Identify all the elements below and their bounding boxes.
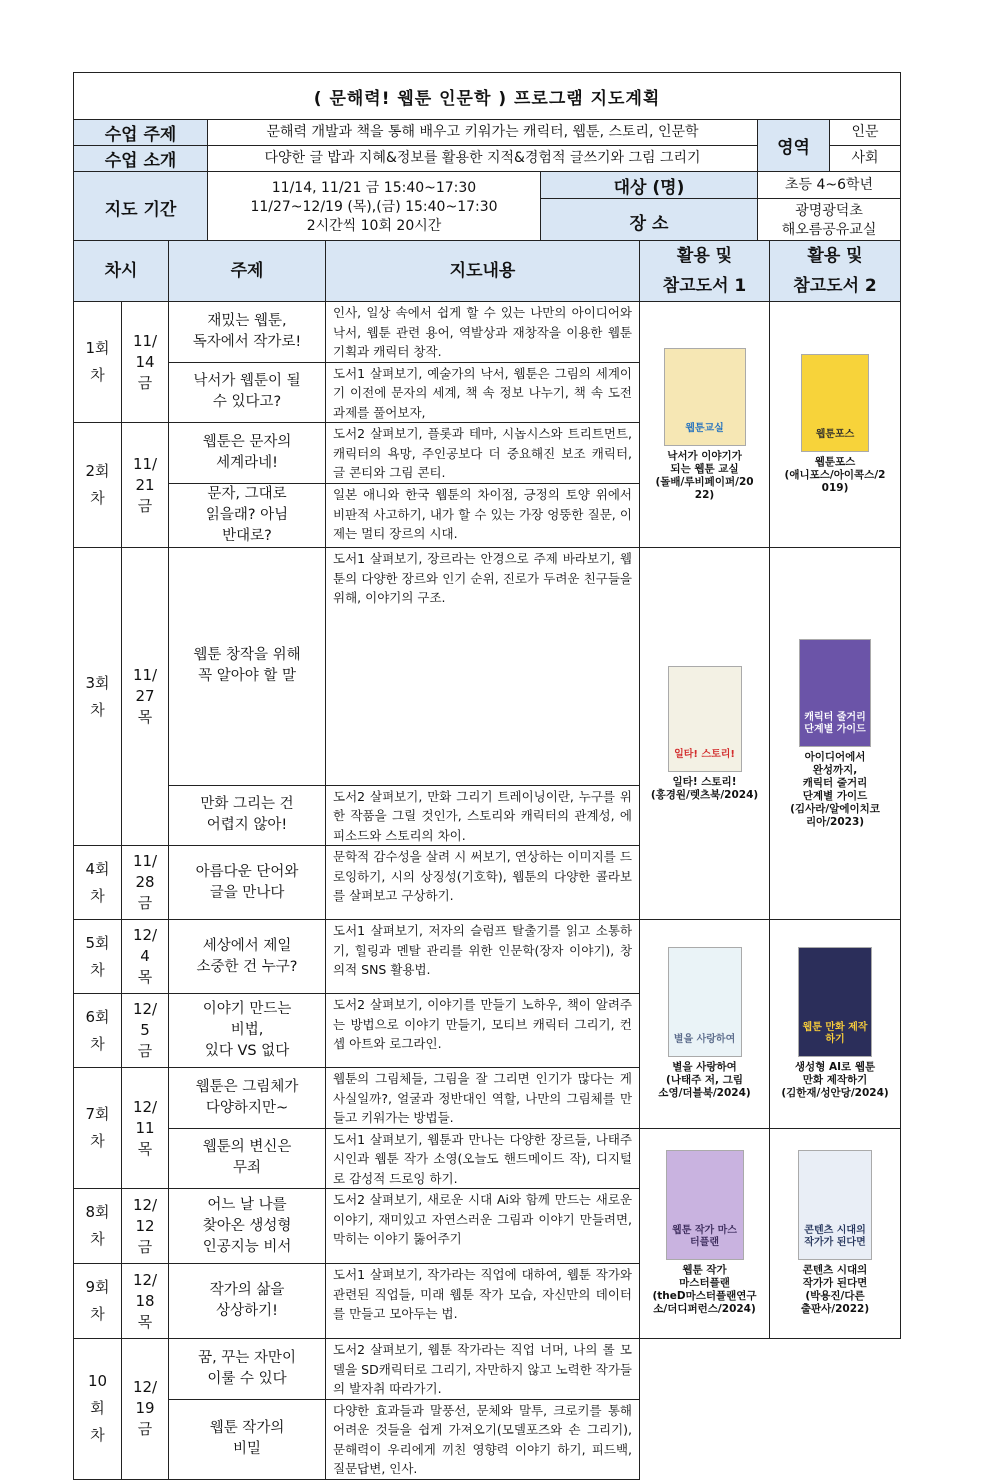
col-header-book1 <box>640 241 770 302</box>
session-topic-line: 문자, 그대로 <box>207 486 287 502</box>
session-topic <box>169 846 326 920</box>
session-topic <box>169 1128 326 1189</box>
book-cover-title: 캐릭터 줄거리 단계별 가이드 <box>804 711 866 735</box>
session-date <box>122 846 169 920</box>
period-line-3: 2시간씩 10회 20시간 <box>306 218 442 234</box>
session-row <box>74 302 901 363</box>
book-caption-line: 만화 제작하기 <box>802 1074 868 1087</box>
session-topic-line: 꼭 알아야 할 말 <box>198 668 296 685</box>
period-line-2: 11/27~12/19 (목),(금) 15:40~17:30 <box>250 199 498 215</box>
col-header-content: 지도내용 <box>326 241 640 302</box>
session-number-line: 차 <box>90 1305 105 1323</box>
session-number-line: 차 <box>90 489 105 507</box>
session-content: 도서1 살펴보기, 저자의 슬럼프 탈출기를 읽고 소통하기, 힐링과 멘탈 관리를 위한 인문학(장자 이야기), 창의적 SNS 활용법. <box>326 920 640 994</box>
session-content: 도서1 살펴보기, 작가라는 직업에 대하여, 웹툰 작가와 관련된 직업들, 미래 웹툰 작가 모습, 자신만의 데이터를 만들고 모아두는 법. <box>326 1264 640 1339</box>
session-topic-line: 글을 만나다 <box>209 884 285 901</box>
session-date <box>122 994 169 1068</box>
session-topic <box>169 1264 326 1339</box>
session-topic <box>169 423 326 484</box>
session-date-line: 11/ <box>132 666 158 684</box>
col-header-book2 <box>770 241 901 302</box>
session-number-line: 차 <box>90 886 105 905</box>
session-number-line: 차 <box>90 1230 105 1248</box>
book-2-cell <box>770 920 901 1129</box>
session-number <box>74 1068 122 1189</box>
session-number-line: 3회 <box>85 673 110 692</box>
program-info-table <box>73 72 901 244</box>
book-1-cell <box>640 1128 770 1339</box>
session-number-line: 차 <box>90 366 105 384</box>
session-topic <box>169 484 326 548</box>
session-topic-line: 낙서가 웹툰이 될 <box>193 373 301 390</box>
subject-value: 문해력 개발과 책을 통해 배우고 키워가는 캐릭터, 웹툰, 스토리, 인문학 <box>208 120 758 146</box>
session-date-line: 21 <box>135 475 155 494</box>
session-date-line: 4 <box>140 947 150 965</box>
book-cover-title: 콘텐츠 시대의 작가가 된다면 <box>804 1225 866 1249</box>
session-number-line: 차 <box>90 700 105 719</box>
session-topic-line: 비법, <box>230 1022 264 1038</box>
session-topic <box>169 785 326 846</box>
book-2-cell <box>770 1128 901 1339</box>
book-caption-line: 별을 사랑하여 <box>672 1061 737 1074</box>
session-topic-line: 찾아온 생성형 <box>202 1217 292 1234</box>
session-number-line: 1회 <box>85 339 110 357</box>
book-caption-line: (애니포스/아이콕스/2 <box>784 469 886 481</box>
session-number <box>74 302 122 423</box>
session-date-line: 목 <box>137 1139 153 1158</box>
period-label: 지도 기간 <box>74 172 208 244</box>
place-label: 장 소 <box>541 199 758 244</box>
book-caption-line: 단계별 가이드 <box>802 789 868 802</box>
book-caption-line: 소영/더블북/2024) <box>658 1087 751 1100</box>
session-topic-line: 소중한 건 누구? <box>196 958 298 975</box>
book-1-cell <box>640 548 770 920</box>
session-number <box>74 846 122 920</box>
book-2-cell <box>770 302 901 548</box>
session-topic-line: 어렵지 않아! <box>206 817 288 834</box>
session-topic-line: 이룰 수 있다 <box>207 1370 287 1387</box>
session-number-line: 4회 <box>85 859 110 878</box>
session-number <box>74 920 122 994</box>
session-number-line: 8회 <box>85 1203 110 1221</box>
domain-value-1: 인문 <box>830 120 901 146</box>
book-cover-image <box>798 1150 872 1260</box>
session-topic-line: 웹툰은 그림체가 <box>195 1078 299 1095</box>
session-date-line: 목 <box>137 968 153 986</box>
session-content: 다양한 효과들과 말풍선, 문체와 말투, 크로키를 통해 어려운 것들을 쉽게 가져오기(모델포즈와 손 그리기), 문해력이 우리에게 끼친 영향력 이야기 하기, 피드백, 질문답변, 인사. <box>326 1399 640 1479</box>
col-header-session: 차시 <box>74 241 169 302</box>
session-number-line: 차 <box>90 1132 105 1150</box>
book-caption-line: 콘텐츠 시대의 <box>802 1264 868 1277</box>
target-value: 초등 4~6학년 <box>758 172 901 199</box>
session-date-line: 금 <box>137 496 153 515</box>
book-cover-image <box>799 639 871 747</box>
session-number-line: 회 <box>90 1399 105 1418</box>
session-date <box>122 423 169 548</box>
page-title: ( 문해력! 웹툰 인문학 ) 프로그램 지도계획 <box>74 73 901 120</box>
book-1-cell <box>640 920 770 1129</box>
session-content: 도서1 살펴보기, 예술가의 낙서, 웹툰은 그림의 세계이기 이전에 문자의 세계, 책 속 정보 나누기, 책 속 도전 과제를 풀어보자, <box>326 362 640 423</box>
book-cover-image <box>664 348 746 446</box>
session-topic-line: 웹툰 작가의 <box>209 1420 285 1436</box>
book-caption-line: (돌배/루비페이퍼/20 <box>655 475 754 488</box>
session-topic <box>169 1068 326 1129</box>
book-caption <box>643 1061 766 1100</box>
book-cover-image <box>668 947 742 1057</box>
book-caption-line: 웹툰포스 <box>814 456 856 468</box>
book-caption <box>773 751 897 829</box>
session-content: 도서1 살펴보기, 웹툰과 만나는 다양한 장르들, 나태주 시인과 웹툰 작가 소영(오늘도 핸드메이드 작), 디지털로 감성적 드로잉 하기. <box>326 1128 640 1189</box>
book-caption-line: 캐릭터 줄거리 <box>802 776 868 789</box>
session-topic-line: 다양하지만~ <box>205 1099 289 1116</box>
session-topic-line: 웹툰은 문자의 <box>202 434 292 450</box>
book-cover-title: 웹툰 만화 제작하기 <box>802 1022 868 1046</box>
session-topic-line: 작가의 삶을 <box>209 1282 285 1298</box>
col-header-book2-line2: 참고도서 2 <box>793 276 877 296</box>
book-2-cell <box>770 548 901 920</box>
session-topic-line: 만화 그리는 건 <box>200 796 294 813</box>
place-line-2: 해오름공유교실 <box>781 222 877 238</box>
session-topic-line: 반대로? <box>222 528 272 544</box>
session-date-line: 금 <box>137 373 153 392</box>
book-cover-title: 별을 사랑하여 <box>673 1034 736 1046</box>
session-content: 문학적 감수성을 살려 시 써보기, 연상하는 이미지를 드로잉하기, 시의 상징성(기호학), 웹툰의 다양한 콜라보를 살펴보고 구상하기. <box>326 846 640 920</box>
book-caption-line: 작가가 된다면 <box>802 1277 868 1290</box>
schedule-body <box>74 302 901 1480</box>
session-content: 도서2 살펴보기, 만화 그리기 트레이닝이란, 누구를 위한 작품을 그릴 것인가, 스토리와 캐릭터의 관계성, 에피소드와 스토리의 차이. <box>326 785 640 846</box>
session-topic-line: 웹툰의 변신은 <box>202 1139 292 1156</box>
session-row <box>74 548 901 786</box>
book-caption-line: (나태주 저, 그림 <box>666 1074 743 1087</box>
book-caption <box>643 776 766 802</box>
book-caption-line: 낙서가 이야기가 <box>667 449 742 462</box>
period-line-1: 11/14, 11/21 금 15:40~17:30 <box>271 180 477 196</box>
book-caption <box>773 456 897 495</box>
session-topic-line: 독자에서 작가로! <box>192 333 302 350</box>
session-topic-line: 있다 VS 없다 <box>204 1043 290 1059</box>
book-cover-image <box>668 666 742 772</box>
session-content: 도서2 살펴보기, 이야기를 만들기 노하우, 책이 알려주는 방법으로 이야기 만들기, 모티브 캐릭터 그리기, 컨셉 아트와 로그라인. <box>326 994 640 1068</box>
session-number-line: 9회 <box>85 1278 110 1296</box>
session-date-line: 11/ <box>132 454 158 473</box>
session-topic-line: 읽을래? 아님 <box>205 507 289 523</box>
book-cover-title: 웹툰포스 <box>815 429 855 440</box>
book-caption-line: 22) <box>694 488 715 501</box>
place-value <box>758 199 901 244</box>
session-date-line: 12/ <box>132 1378 158 1397</box>
session-topic <box>169 1189 326 1264</box>
session-date-line: 27 <box>135 687 155 705</box>
session-date-line: 14 <box>135 352 155 371</box>
subject-label: 수업 주제 <box>74 120 208 146</box>
session-date-line: 12/ <box>132 1195 158 1214</box>
col-header-book2-line1: 활용 및 <box>807 246 863 266</box>
session-date-line: 금 <box>137 894 153 912</box>
book-caption-line: (홍경원/렛츠북/2024) <box>650 788 759 801</box>
domain-label: 영역 <box>758 120 830 172</box>
session-date <box>122 548 169 846</box>
book-cover-title: 웹툰 작가 마스터플랜 <box>672 1225 737 1249</box>
book-caption-line: 소/더디퍼런스/2024) <box>653 1303 756 1316</box>
session-content: 웹툰의 그림체들, 그림을 잘 그리면 인기가 많다는 게 사실일까?, 얼굴과 정반대인 역할, 나만의 그림체를 만들고 키워가는 방법들. <box>326 1068 640 1129</box>
session-date-line: 12/ <box>132 926 158 944</box>
intro-value: 다양한 글 밥과 지혜&정보를 활용한 지적&경험적 글쓰기와 그림 그리기 <box>208 146 758 172</box>
book-caption-line: (김한재/성안당/2024) <box>781 1087 889 1100</box>
book-caption-line: 생성형 AI로 웹툰 <box>794 1061 876 1074</box>
session-number <box>74 548 122 846</box>
session-row <box>74 1339 901 1400</box>
session-number-line: 6회 <box>85 1007 110 1026</box>
session-subrow <box>74 1128 901 1189</box>
session-date-line: 12 <box>135 1216 155 1235</box>
session-date <box>122 1264 169 1339</box>
book-cover-image <box>801 354 869 452</box>
session-content: 인사, 일상 속에서 쉽게 할 수 있는 나만의 아이디어와 낙서, 웹툰 관련 용어, 역발상과 재창작을 이용한 웹툰 기획과 캐릭터 창작. <box>326 302 640 363</box>
session-topic-line: 비밀 <box>233 1441 262 1457</box>
session-topic <box>169 1399 326 1479</box>
col-header-book1-line2: 참고도서 1 <box>662 276 747 296</box>
session-topic <box>169 994 326 1068</box>
session-date-line: 19 <box>135 1399 155 1418</box>
book-caption <box>643 450 766 502</box>
book-caption <box>773 1264 897 1316</box>
session-date-line: 금 <box>137 1237 153 1256</box>
session-topic <box>169 1339 326 1400</box>
session-date-line: 목 <box>137 1312 153 1331</box>
session-date-line: 목 <box>137 708 153 726</box>
session-topic-line: 웹툰 창작을 위해 <box>193 647 301 664</box>
session-date-line: 12/ <box>132 1097 158 1116</box>
domain-value-2: 사회 <box>830 146 901 172</box>
session-topic <box>169 302 326 363</box>
session-topic-line: 세계라네! <box>216 455 278 471</box>
col-header-topic: 주제 <box>169 241 326 302</box>
session-number-line: 5회 <box>85 933 110 952</box>
book-caption-line: 아이디어에서 <box>804 750 866 763</box>
session-date-line: 11 <box>135 1118 155 1137</box>
session-row <box>74 920 901 994</box>
session-topic-line: 무죄 <box>233 1160 262 1177</box>
session-date <box>122 920 169 994</box>
session-topic-line: 세상에서 제일 <box>202 937 292 954</box>
book-caption-line: (theD마스터플랜연구 <box>652 1290 757 1303</box>
session-number-line: 10 <box>87 1372 108 1391</box>
session-topic <box>169 920 326 994</box>
session-number <box>74 994 122 1068</box>
session-date-line: 금 <box>137 1420 153 1439</box>
intro-label: 수업 소개 <box>74 146 208 172</box>
book-cover-image <box>666 1150 744 1260</box>
session-date-line: 5 <box>140 1021 150 1039</box>
book-caption <box>773 1061 897 1100</box>
session-date <box>122 1339 169 1480</box>
session-content: 도서2 살펴보기, 새로운 시대 Ai와 함께 만드는 새로운 이야기, 재미있고 자연스러운 그림과 이야기 만들려면, 막히는 이야기 뚫어주기 <box>326 1189 640 1264</box>
session-date-line: 금 <box>137 1042 153 1060</box>
session-date <box>122 1189 169 1264</box>
session-date-line: 28 <box>135 873 155 891</box>
target-label: 대상 (명) <box>541 172 758 199</box>
session-number <box>74 423 122 548</box>
book-caption-line: 되는 웹툰 교실 <box>670 462 739 475</box>
session-topic-line: 아름다운 단어와 <box>195 863 299 880</box>
book-caption <box>643 1264 766 1316</box>
session-topic <box>169 548 326 786</box>
session-number <box>74 1189 122 1264</box>
book-caption-line: 마스터플랜 <box>679 1277 730 1290</box>
session-date-line: 12/ <box>132 1270 158 1289</box>
session-topic-line: 꿈, 꾸는 자만이 <box>198 1349 296 1366</box>
session-number-line: 7회 <box>85 1105 110 1123</box>
session-topic <box>169 362 326 423</box>
book-1-cell <box>640 302 770 548</box>
col-header-book1-line1: 활용 및 <box>676 246 733 266</box>
period-value <box>208 172 541 244</box>
session-topic-line: 인공지능 비서 <box>202 1238 292 1255</box>
book-caption-line: 완성까지, <box>812 763 858 776</box>
session-content: 도서2 살펴보기, 웹툰 작가라는 직업 너머, 나의 롤 모델을 SD캐릭터로 그리기, 자만하지 않고 노력한 작가들의 발자취 따라가기. <box>326 1339 640 1400</box>
book-caption-line: 019) <box>821 482 849 494</box>
session-number-line: 차 <box>90 960 105 979</box>
session-number <box>74 1339 122 1480</box>
session-date-line: 12/ <box>132 1000 158 1018</box>
schedule-table <box>73 240 901 1480</box>
session-topic-line: 이야기 만드는 <box>202 1001 292 1017</box>
session-content: 도서1 살펴보기, 장르라는 안경으로 주제 바라보기, 웹툰의 다양한 장르와 인기 순위, 진로가 두려운 친구들을 위해, 이야기의 구조. <box>326 548 640 786</box>
book-caption-line: 일타! 스토리! <box>672 775 737 788</box>
session-date-line: 11/ <box>132 331 158 350</box>
session-content: 도서2 살펴보기, 플롯과 테마, 시놉시스와 트리트먼트, 캐릭터의 욕망, 주인공보다 더 중요해진 보조 캐릭터, 글 콘티와 그림 콘티. <box>326 423 640 484</box>
session-topic-line: 수 있다고? <box>212 394 282 411</box>
book-cover-title: 일타! 스토리! <box>674 748 735 760</box>
session-content: 일본 애니와 한국 웹툰의 차이점, 긍정의 토양 위에서 비판적 사고하기, 내가 할 수 있는 가장 엉뚱한 질문, 이제는 멀티 장르의 시대. <box>326 484 640 548</box>
session-number-line: 차 <box>90 1426 105 1445</box>
book-caption-line: (김사라/알에이치코 <box>790 802 880 815</box>
book-caption-line: 리아/2023) <box>805 815 865 828</box>
session-number-line: 차 <box>90 1034 105 1053</box>
session-date-line: 18 <box>135 1291 155 1310</box>
session-number-line: 2회 <box>85 462 110 480</box>
session-subrow <box>74 1399 901 1479</box>
book-caption-line: 출판사/2022) <box>800 1303 870 1316</box>
book-caption-line: 웹툰 작가 <box>682 1264 727 1277</box>
session-topic-line: 어느 날 나를 <box>207 1196 287 1213</box>
book-cover-title: 웹툰교실 <box>685 422 724 434</box>
book-cover-image <box>798 947 872 1057</box>
session-topic-line: 상상하기! <box>216 1303 278 1319</box>
session-date <box>122 302 169 423</box>
session-date-line: 11/ <box>132 852 158 870</box>
book-caption-line: (박용진/다른 <box>805 1290 865 1303</box>
session-date <box>122 1068 169 1189</box>
session-topic-line: 재밌는 웹툰, <box>207 312 287 329</box>
place-line-1: 광명광덕초 <box>795 203 863 219</box>
session-number <box>74 1264 122 1339</box>
